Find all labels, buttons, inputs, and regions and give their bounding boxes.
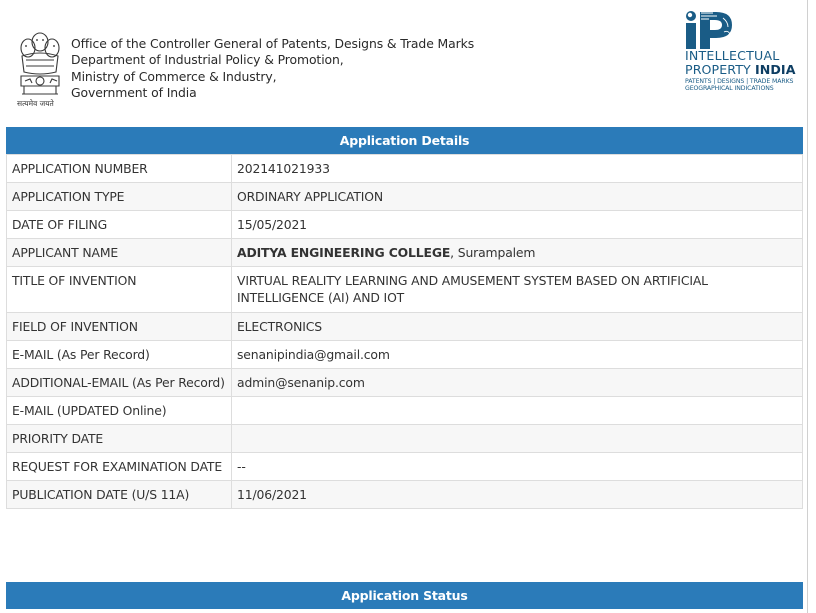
page-header <box>0 0 808 120</box>
application-status-heading: Application Status <box>6 582 803 609</box>
table-row <box>7 155 803 183</box>
office-line: Department of Industrial Policy & Promotion, <box>71 52 344 68</box>
table-row <box>7 239 803 267</box>
field-label: PRIORITY DATE <box>7 425 232 453</box>
table-row <box>7 341 803 369</box>
applicant-name-bold: ADITYA ENGINEERING COLLEGE <box>237 245 451 260</box>
emblem-motto: सत्यमेव जयते <box>17 99 54 108</box>
national-emblem-icon <box>16 28 64 110</box>
application-details-table <box>6 154 803 509</box>
table-row <box>7 481 803 509</box>
field-label: APPLICATION TYPE <box>7 183 232 211</box>
field-value: ORDINARY APPLICATION <box>232 183 803 211</box>
field-label: PUBLICATION DATE (U/S 11A) <box>7 481 232 509</box>
field-value: 15/05/2021 <box>232 211 803 239</box>
table-row <box>7 425 803 453</box>
field-value: -- <box>232 453 803 481</box>
ip-logo-line2-bold: INDIA <box>754 62 796 77</box>
field-value: 202141021933 <box>232 155 803 183</box>
table-row <box>7 211 803 239</box>
ip-logo-mark-icon <box>684 10 736 50</box>
office-line: Government of India <box>71 84 197 100</box>
ip-logo-tagline1: PATENTS | DESIGNS | TRADE MARKS <box>685 78 794 85</box>
ip-logo-line2 <box>685 63 796 76</box>
applicant-location: , Surampalem <box>450 245 536 260</box>
table-row <box>7 397 803 425</box>
field-label: APPLICATION NUMBER <box>7 155 232 183</box>
field-value: ELECTRONICS <box>232 313 803 341</box>
office-line: Office of the Controller General of Patents, Designs & Trade Marks <box>71 36 475 51</box>
field-label: APPLICANT NAME <box>7 239 232 267</box>
field-label: DATE OF FILING <box>7 211 232 239</box>
field-value: senanipindia@gmail.com <box>232 341 803 369</box>
field-label: ADDITIONAL-EMAIL (As Per Record) <box>7 369 232 397</box>
field-label: E-MAIL (UPDATED Online) <box>7 397 232 425</box>
table-row <box>7 267 803 313</box>
table-row <box>7 183 803 211</box>
table-row <box>7 369 803 397</box>
ip-logo-tagline2: GEOGRAPHICAL INDICATIONS <box>685 85 774 92</box>
field-value <box>232 425 803 453</box>
ip-logo-line1: INTELLECTUAL <box>685 48 780 63</box>
field-value <box>232 239 803 267</box>
field-label: E-MAIL (As Per Record) <box>7 341 232 369</box>
office-address <box>71 36 474 101</box>
application-details-heading: Application Details <box>6 127 803 154</box>
field-value: admin@senanip.com <box>232 369 803 397</box>
field-label: FIELD OF INVENTION <box>7 313 232 341</box>
office-line: Ministry of Commerce & Industry, <box>71 68 277 84</box>
field-value: VIRTUAL REALITY LEARNING AND AMUSEMENT SYSTEM BASED ON ARTIFICIAL INTELLIGENCE (AI) AND IOT <box>232 267 803 313</box>
field-label: REQUEST FOR EXAMINATION DATE <box>7 453 232 481</box>
field-value: 11/06/2021 <box>232 481 803 509</box>
ip-logo-line2-prefix: PROPERTY <box>685 62 755 77</box>
field-value <box>232 397 803 425</box>
ip-india-logo <box>684 10 802 96</box>
table-row <box>7 453 803 481</box>
field-label: TITLE OF INVENTION <box>7 267 232 313</box>
table-row <box>7 313 803 341</box>
